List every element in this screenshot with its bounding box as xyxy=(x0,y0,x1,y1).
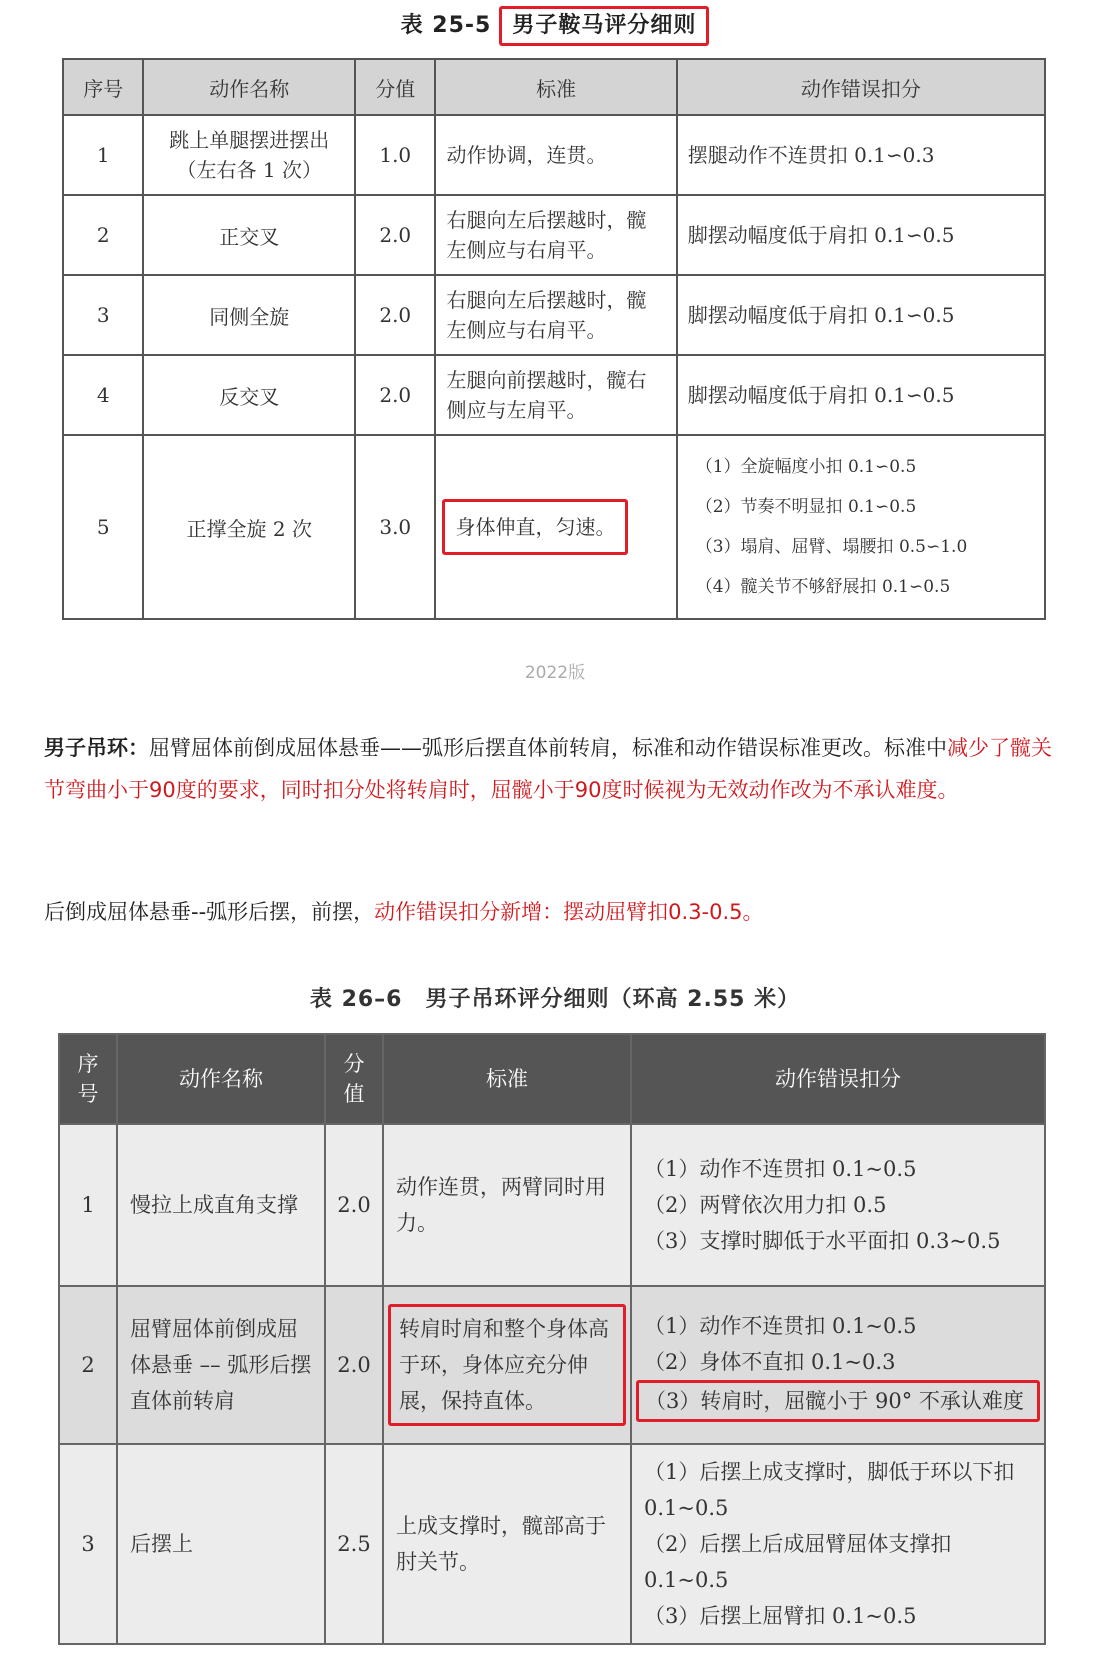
deduction-item: （3）塌肩、屈臂、塌腰扣 0.5∽1.0 xyxy=(695,537,968,557)
paragraph-text: 后倒成屈体悬垂--弧形后摆，前摆， xyxy=(44,900,375,924)
row-deduction: 脚摆动幅度低于肩扣 0.1∽0.5 xyxy=(677,195,1045,275)
table1-header-standard: 标准 xyxy=(435,59,676,115)
row-deduction-list xyxy=(631,1124,1045,1286)
table1-title xyxy=(0,6,1110,46)
paragraph-text: 屈臂屈体前倒成屈体悬垂——弧形后摆直体前转肩，标准和动作错误标准更改。标准中 xyxy=(149,736,947,760)
row-name: 正撑全旋 2 次 xyxy=(143,435,355,619)
row-no: 1 xyxy=(63,115,143,195)
paragraph-red-text: 减少了髋关节弯曲小于90度的要求，同时扣分处将转肩时，屈髋小于90度时候视为无效动作改为不承认难度。 xyxy=(44,736,1052,802)
row-deduction-list xyxy=(631,1286,1045,1444)
table1-header-no: 序号 xyxy=(63,59,143,115)
row-name: 后摆上 xyxy=(117,1444,325,1644)
deduction-item: （3）后摆上屈臂扣 0.1~0.5 xyxy=(644,1604,917,1628)
row-no: 3 xyxy=(63,275,143,355)
row-no: 3 xyxy=(59,1444,117,1644)
row-deduction: 摆腿动作不连贯扣 0.1∽0.3 xyxy=(677,115,1045,195)
row-score: 2.0 xyxy=(355,195,435,275)
table-row xyxy=(59,1286,1045,1444)
row-deduction: 脚摆动幅度低于肩扣 0.1∽0.5 xyxy=(677,355,1045,435)
table2-header-name: 动作名称 xyxy=(117,1034,325,1124)
table1 xyxy=(62,58,1046,620)
table-row xyxy=(63,355,1045,435)
row-no: 2 xyxy=(59,1286,117,1444)
row-score: 2.0 xyxy=(355,355,435,435)
row-standard: 右腿向左后摆越时，髋左侧应与右肩平。 xyxy=(435,195,676,275)
deduction-item: （2）节奏不明显扣 0.1∽0.5 xyxy=(695,497,917,517)
highlighted-standard: 转肩时肩和整个身体高于环，身体应充分伸展，保持直体。 xyxy=(388,1304,626,1426)
paragraph-rings-changes xyxy=(44,727,1064,811)
row-name: 正交叉 xyxy=(143,195,355,275)
row-standard xyxy=(383,1286,631,1444)
highlighted-standard: 身体伸直，匀速。 xyxy=(442,499,628,555)
table2 xyxy=(58,1033,1046,1645)
row-score: 2.0 xyxy=(355,275,435,355)
table2-header-deduction: 动作错误扣分 xyxy=(631,1034,1045,1124)
paragraph-lead: 男子吊环： xyxy=(44,736,149,760)
row-deduction: 脚摆动幅度低于肩扣 0.1∽0.5 xyxy=(677,275,1045,355)
row-name: 同侧全旋 xyxy=(143,275,355,355)
row-no: 1 xyxy=(59,1124,117,1286)
deduction-item: （1）动作不连贯扣 0.1~0.5 xyxy=(644,1314,917,1338)
row-standard: 动作协调，连贯。 xyxy=(435,115,676,195)
table-row xyxy=(63,275,1045,355)
row-no: 2 xyxy=(63,195,143,275)
deduction-item: （3）支撑时脚低于水平面扣 0.3~0.5 xyxy=(644,1229,1001,1253)
row-score: 3.0 xyxy=(355,435,435,619)
row-score: 2.0 xyxy=(325,1124,383,1286)
row-deduction-list xyxy=(677,435,1045,619)
row-name: 屈臂屈体前倒成屈体悬垂 –– 弧形后摆直体前转肩 xyxy=(117,1286,325,1444)
row-no: 5 xyxy=(63,435,143,619)
paragraph-red-text: 动作错误扣分新增：摆动屈臂扣0.3-0.5。 xyxy=(374,900,764,924)
row-name: 跳上单腿摆进摆出（左右各 1 次） xyxy=(143,115,355,195)
table-row xyxy=(63,435,1045,619)
table1-title-prefix: 表 25-5 xyxy=(400,13,492,38)
highlighted-deduction-item: （3）转肩时，屈髋小于 90° 不承认难度 xyxy=(636,1380,1040,1422)
table2-header-score: 分 值 xyxy=(325,1034,383,1124)
deduction-item: （4）髋关节不够舒展扣 0.1∽0.5 xyxy=(695,577,951,597)
row-score: 2.0 xyxy=(325,1286,383,1444)
deduction-item: （2）身体不直扣 0.1~0.3 xyxy=(644,1350,896,1374)
table2-title: 表 26–6 男子吊环评分细则（环高 2.55 米） xyxy=(309,987,801,1012)
table-row xyxy=(59,1124,1045,1286)
deduction-item: （2）两臂依次用力扣 0.5 xyxy=(644,1193,887,1217)
table1-caption: 2022版 xyxy=(524,663,586,683)
table-row xyxy=(63,195,1045,275)
row-standard: 右腿向左后摆越时，髋左侧应与右肩平。 xyxy=(435,275,676,355)
table-row xyxy=(63,115,1045,195)
row-standard xyxy=(435,435,676,619)
row-no: 4 xyxy=(63,355,143,435)
row-name: 慢拉上成直角支撑 xyxy=(117,1124,325,1286)
deduction-item: （1）后摆上成支撑时，脚低于环以下扣 0.1~0.5 xyxy=(644,1460,1015,1520)
row-score: 2.5 xyxy=(325,1444,383,1644)
table1-header-deduction: 动作错误扣分 xyxy=(677,59,1045,115)
row-standard: 动作连贯，两臂同时用力。 xyxy=(383,1124,631,1286)
row-deduction-list xyxy=(631,1444,1045,1644)
table1-header-score: 分值 xyxy=(355,59,435,115)
table2-header-no: 序 号 xyxy=(59,1034,117,1124)
deduction-item: （1）全旋幅度小扣 0.1∽0.5 xyxy=(695,457,917,477)
deduction-item: （1）动作不连贯扣 0.1~0.5 xyxy=(644,1157,917,1181)
deduction-item: （2）后摆上后成屈臂屈体支撑扣 0.1~0.5 xyxy=(644,1532,952,1592)
paragraph-new-deduction xyxy=(44,891,1064,933)
table1-title-highlight: 男子鞍马评分细则 xyxy=(499,6,709,46)
row-score: 1.0 xyxy=(355,115,435,195)
row-standard: 上成支撑时，髋部高于肘关节。 xyxy=(383,1444,631,1644)
table-row xyxy=(59,1444,1045,1644)
row-standard: 左腿向前摆越时，髋右侧应与左肩平。 xyxy=(435,355,676,435)
table1-header-name: 动作名称 xyxy=(143,59,355,115)
row-name: 反交叉 xyxy=(143,355,355,435)
table2-header-standard: 标准 xyxy=(383,1034,631,1124)
